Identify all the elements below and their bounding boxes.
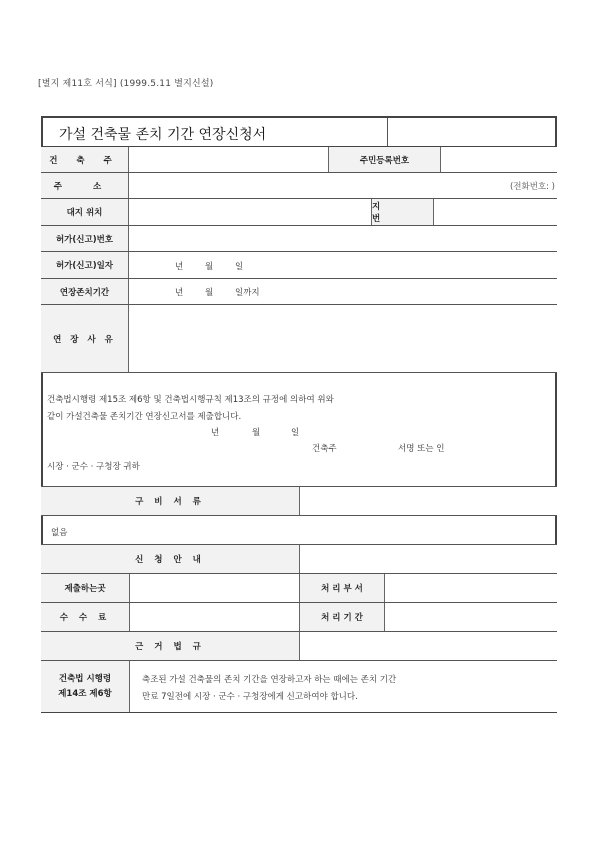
declaration-year: 년	[211, 428, 220, 438]
row-permit-date	[41, 252, 557, 278]
period-label: 처 리 기 간	[300, 603, 385, 631]
sign-label: 서명 또는 인	[398, 444, 445, 454]
fee-value	[130, 603, 300, 631]
extension-year: 년	[175, 288, 184, 298]
extension-month: 월	[205, 288, 214, 298]
law-text-line-1: 축조된 가설 건축물의 존치 기간을 연장하고자 하는 때에는 존치 기간	[142, 675, 397, 685]
permit-date-year: 년	[175, 262, 184, 272]
row-fee	[41, 603, 557, 631]
reason-label: 연 장 사 유	[41, 305, 129, 372]
form-caption: [별지 제11호 서식] (1999.5.11 별지신설)	[38, 79, 214, 89]
row-site	[41, 199, 557, 225]
law-ref-line-2: 제14조 제6항	[58, 688, 112, 699]
law-header: 근 거 법 규	[41, 632, 300, 660]
submit-to-value	[130, 574, 300, 602]
declaration-line-1: 건축법시행령 제15조 제6항 및 건축법시행규칙 제13조의 규정에 의하여 위와	[47, 395, 334, 405]
declaration-line-2: 같이 가설건축물 존치기간 연장신고서를 제출합니다.	[47, 412, 242, 422]
law-ref-line-1: 건축법 시행령	[58, 673, 112, 684]
documents-value: 없음	[51, 528, 68, 538]
documents-blank	[300, 487, 557, 515]
row-submit	[41, 574, 557, 602]
site-field[interactable]	[129, 199, 372, 225]
period-value	[385, 603, 557, 631]
row-owner	[41, 147, 557, 172]
fee-label: 수 수 료	[41, 603, 130, 631]
law-text	[130, 661, 557, 712]
row-law-ref	[41, 661, 557, 712]
title-box	[41, 116, 557, 147]
declaration-day: 일	[291, 428, 300, 438]
row-law-header	[41, 632, 557, 660]
permit-date-month: 월	[205, 262, 214, 272]
extension-field[interactable]	[129, 279, 557, 304]
dept-label: 처 리 부 서	[300, 574, 385, 602]
owner-field[interactable]	[129, 147, 329, 172]
law-blank	[300, 632, 557, 660]
site-label: 대지 위치	[41, 199, 129, 225]
permit-date-day: 일	[235, 262, 244, 272]
dept-value	[385, 574, 557, 602]
guide-header: 신 청 안 내	[41, 545, 300, 573]
resident-no-label: 주민등록번호	[329, 147, 441, 172]
address-field[interactable]	[129, 173, 557, 198]
lot-no-field[interactable]	[434, 199, 557, 225]
extension-label: 연장존치기간	[41, 279, 129, 304]
lot-no-label: 지 번	[372, 199, 434, 225]
applicant-label: 건축주	[312, 444, 337, 454]
law-text-line-2: 만료 7일전에 시장 · 군수 · 구청장에게 신고하여야 합니다.	[142, 692, 358, 702]
title-divider	[387, 118, 388, 147]
address-label: 주 소	[41, 173, 129, 198]
row-address	[41, 173, 557, 198]
permit-date-field[interactable]	[129, 252, 557, 278]
declaration-month: 월	[252, 428, 261, 438]
permit-no-label: 허가(신고)번호	[41, 226, 129, 251]
row-reason	[41, 305, 557, 372]
guide-blank	[300, 545, 557, 573]
resident-no-field[interactable]	[441, 147, 557, 172]
submit-to-label: 제출하는곳	[41, 574, 130, 602]
phone-label: (전화번호: )	[509, 181, 555, 192]
row-documents-header	[41, 487, 557, 515]
owner-label: 건 축 주	[41, 147, 129, 172]
permit-date-label: 허가(신고)일자	[41, 252, 129, 278]
reason-field[interactable]	[129, 305, 557, 372]
documents-header: 구 비 서 류	[41, 487, 300, 515]
law-ref	[41, 661, 130, 712]
page-title: 가설 건축물 존치 기간 연장신청서	[59, 127, 267, 143]
addressee: 시장 · 군수 · 구청장 귀하	[47, 462, 140, 472]
extension-day: 일까지	[235, 288, 260, 298]
row-extension	[41, 279, 557, 304]
row-guide-header	[41, 545, 557, 573]
permit-no-field[interactable]	[129, 226, 557, 251]
row-permit-no	[41, 226, 557, 251]
